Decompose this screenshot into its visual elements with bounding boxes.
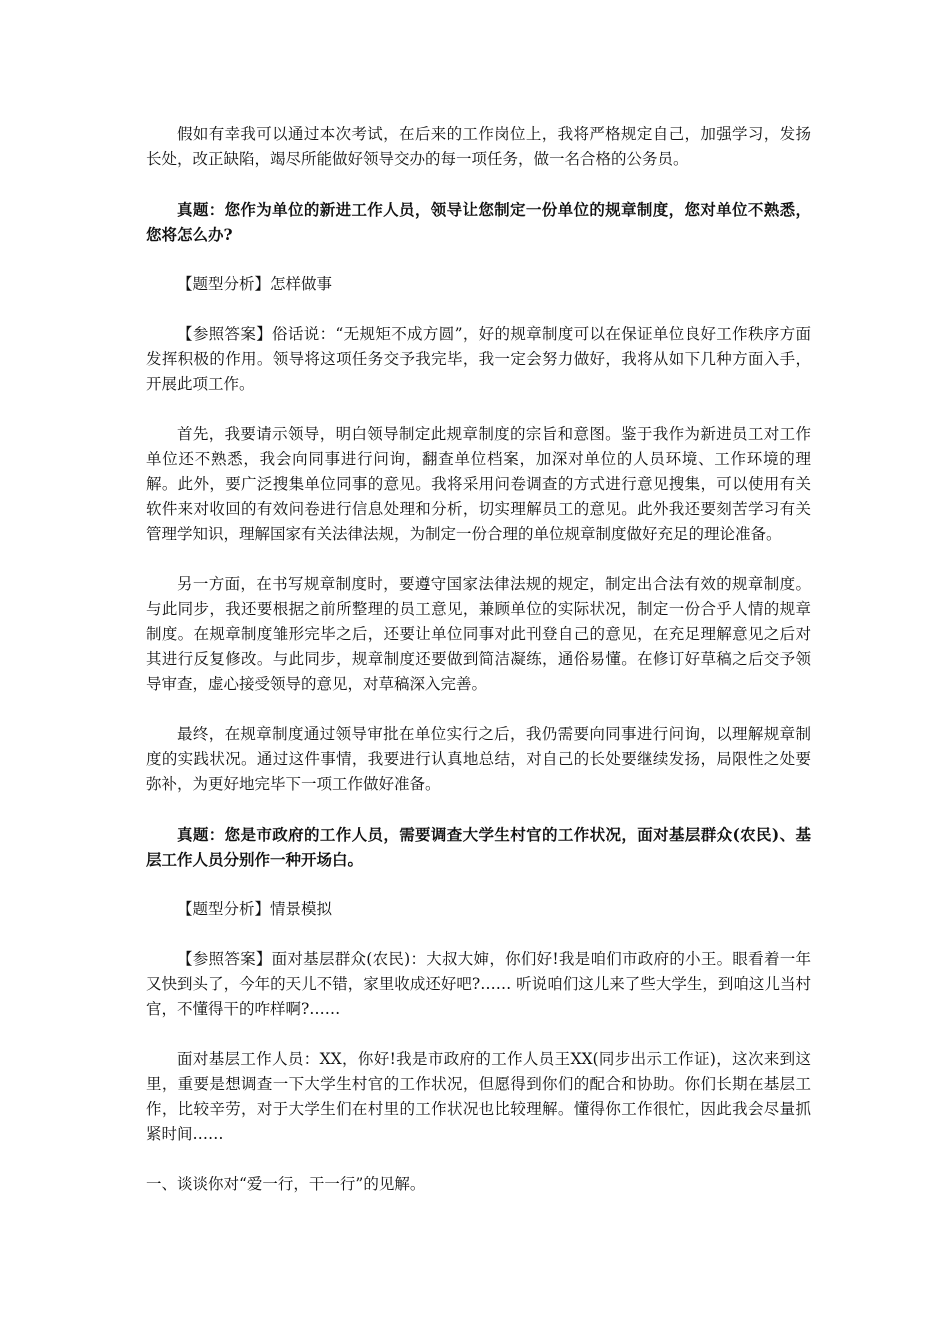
document-page <box>146 122 811 1197</box>
answer-paragraph-final: 最终，在规章制度通过领导审批在单位实行之后，我仍需要向同事进行问询，以理解规章制度的实践状况。通过这件事情，我要进行认真地总结，对自己的长处要继续发扬，局限性之处要弥补，为更好地完毕下一项工作做好准备。 <box>146 725 811 793</box>
reference-answer-1: 【参照答案】俗话说：“无规矩不成方圆”，好的规章制度可以在保证单位良好工作秩序方面发挥积极的作用。领导将这项任务交予我完毕，我一定会努力做好，我将从如下几种方面入手，开展此项工作。 <box>146 325 811 393</box>
reference-answer-2: 【参照答案】面对基层群众(农民)：大叔大婶，你们好!我是咱们市政府的小王。眼看着一年又快到头了，今年的天儿不错，家里收成还好吧?…… 听说咱们这儿来了些大学生，到咱这儿当村官，不懂得干的咋样啊?…… <box>146 950 811 1018</box>
section-heading: 一、谈谈你对“爱一行，干一行”的见解。 <box>146 1175 426 1193</box>
question-heading-1: 真题：您作为单位的新进工作人员，领导让您制定一份单位的规章制度，您对单位不熟悉，您将怎么办? <box>146 200 811 244</box>
question-type-1: 【题型分析】怎样做事 <box>177 275 333 293</box>
paragraph-conclusion: 假如有幸我可以通过本次考试，在后来的工作岗位上，我将严格规定自己，加强学习，发扬长处，改正缺陷，竭尽所能做好领导交办的每一项任务，做一名合格的公务员。 <box>146 125 811 168</box>
question-type-2: 【题型分析】情景模拟 <box>177 900 333 918</box>
answer-paragraph-staff: 面对基层工作人员：XX，你好!我是市政府的工作人员王XX(同步出示工作证)，这次来到这里，重要是想调查一下大学生村官的工作状况，但愿得到你们的配合和协助。你们长期在基层工作，比较辛劳，对于大学生们在村里的工作状况也比较理解。懂得你工作很忙，因此我会尽量抓紧时间…… <box>146 1050 811 1143</box>
answer-paragraph-second: 另一方面，在书写规章制度时，要遵守国家法律法规的规定，制定出合法有效的规章制度。与此同步，我还要根据之前所整理的员工意见，兼顾单位的实际状况，制定一份合乎人情的规章制度。在规章制度雏形完毕之后，还要让单位同事对此刊登自己的意见，在充足理解意见之后对其进行反复修改。与此同步，规章制度还要做到简洁凝练，通俗易懂。在修订好草稿之后交予领导审查，虚心接受领导的意见，对草稿深入完善。 <box>146 575 811 693</box>
question-heading-2: 真题：您是市政府的工作人员，需要调查大学生村官的工作状况，面对基层群众(农民)、基层工作人员分别作一种开场白。 <box>146 825 811 869</box>
answer-paragraph-first: 首先，我要请示领导，明白领导制定此规章制度的宗旨和意图。鉴于我作为新进员工对工作单位还不熟悉，我会向同事进行问询，翻查单位档案，加深对单位的人员环境、工作环境的理解。此外，要广泛搜集单位同事的意见。我将采用问卷调查的方式进行意见搜集，可以使用有关软件来对收回的有效问卷进行信息处理和分析，切实理解员工的意见。此外我还要刻苦学习有关管理学知识，理解国家有关法律法规，为制定一份合理的单位规章制度做好充足的理论准备。 <box>146 425 811 543</box>
